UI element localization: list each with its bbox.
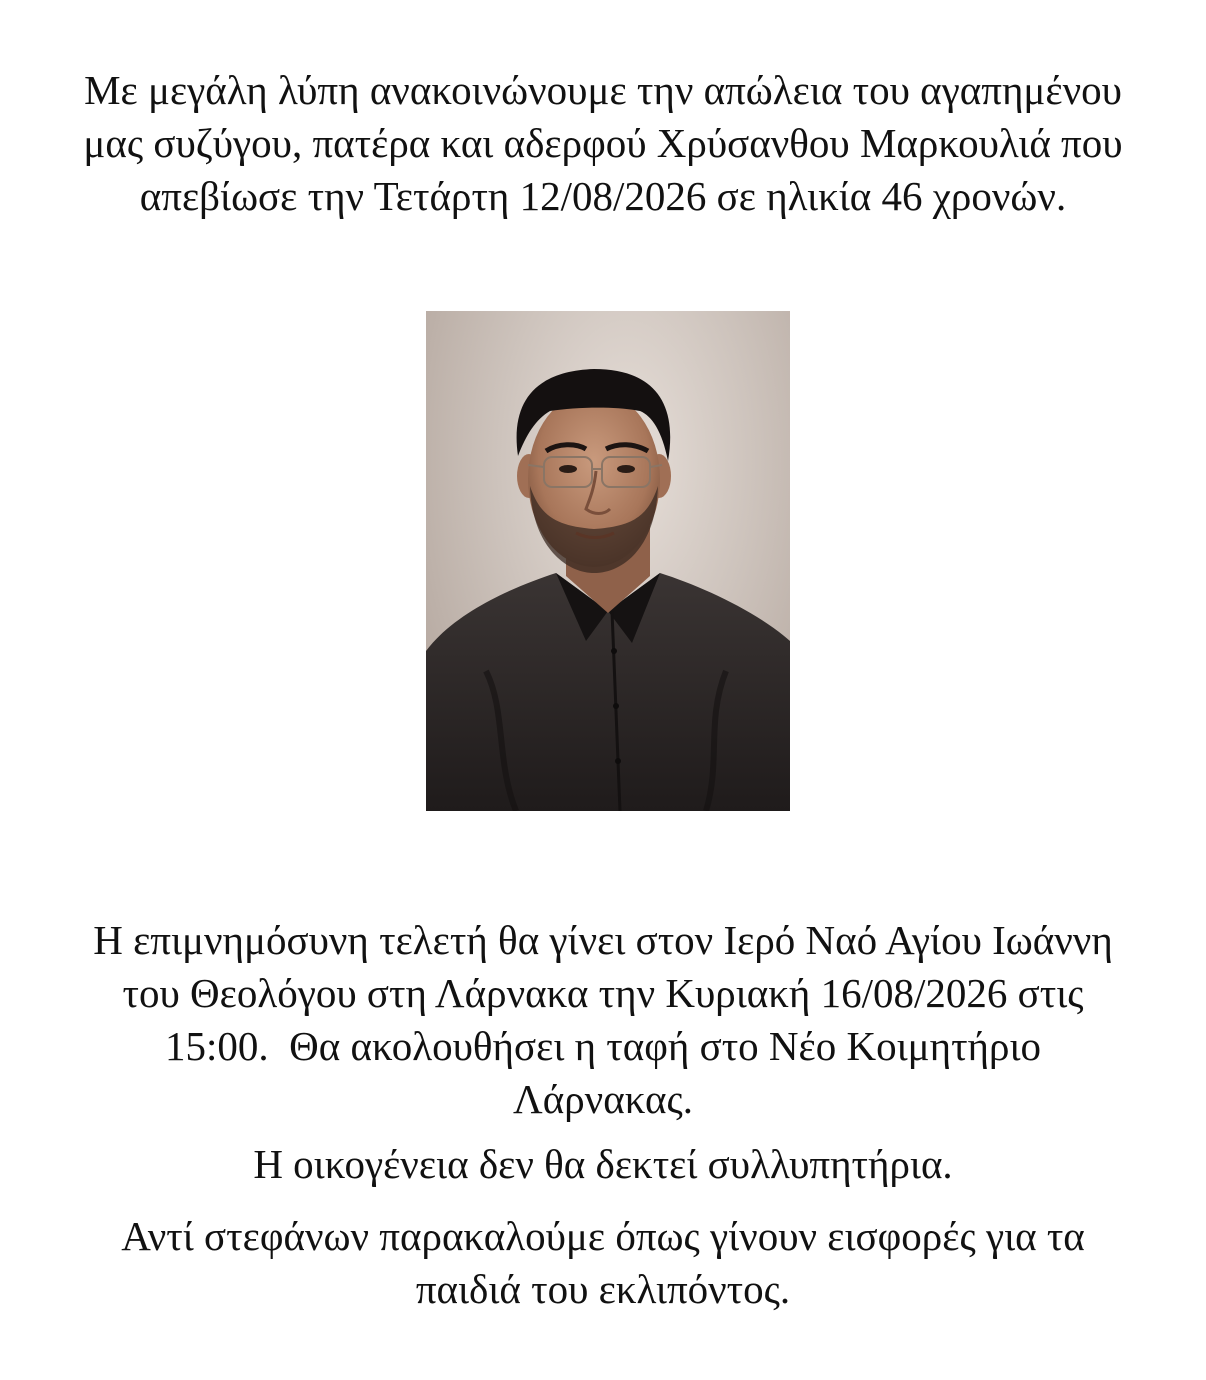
- announcement-line: Με μεγάλη λύπη ανακοινώνουμε την απώλεια του αγαπημένου: [84, 67, 1122, 113]
- ceremony-paragraph: [40, 914, 1166, 1126]
- donations-line: παιδιά του εκλιπόντος.: [415, 1266, 791, 1312]
- announcement-paragraph: [40, 64, 1166, 223]
- announcement-line: μας συζύγου, πατέρα και αδερφού Χρύσανθου Μαρκουλιά που: [83, 120, 1123, 166]
- ceremony-line: Η επιμνημόσυνη τελετή θα γίνει στον Ιερό Ναό Αγίου Ιωάννη: [93, 917, 1113, 963]
- condolences-line: Η οικογένεια δεν θα δεκτεί συλλυπητήρια.: [253, 1141, 953, 1187]
- ceremony-line: του Θεολόγου στη Λάρνακα την Κυριακή 16/08/2026 στις: [122, 970, 1084, 1016]
- ceremony-line: 15:00. Θα ακολουθήσει η ταφή στο Νέο Κοιμητήριο: [165, 1023, 1041, 1069]
- condolences-paragraph: [40, 1138, 1166, 1191]
- ceremony-line: Λάρνακας.: [513, 1076, 693, 1122]
- portrait-photo: [426, 311, 790, 811]
- donations-line: Αντί στεφάνων παρακαλούμε όπως γίνουν εισφορές για τα: [121, 1213, 1085, 1259]
- donations-paragraph: [40, 1210, 1166, 1316]
- announcement-line: απεβίωσε την Τετάρτη 12/08/2026 σε ηλικία 46 χρονών.: [139, 173, 1067, 219]
